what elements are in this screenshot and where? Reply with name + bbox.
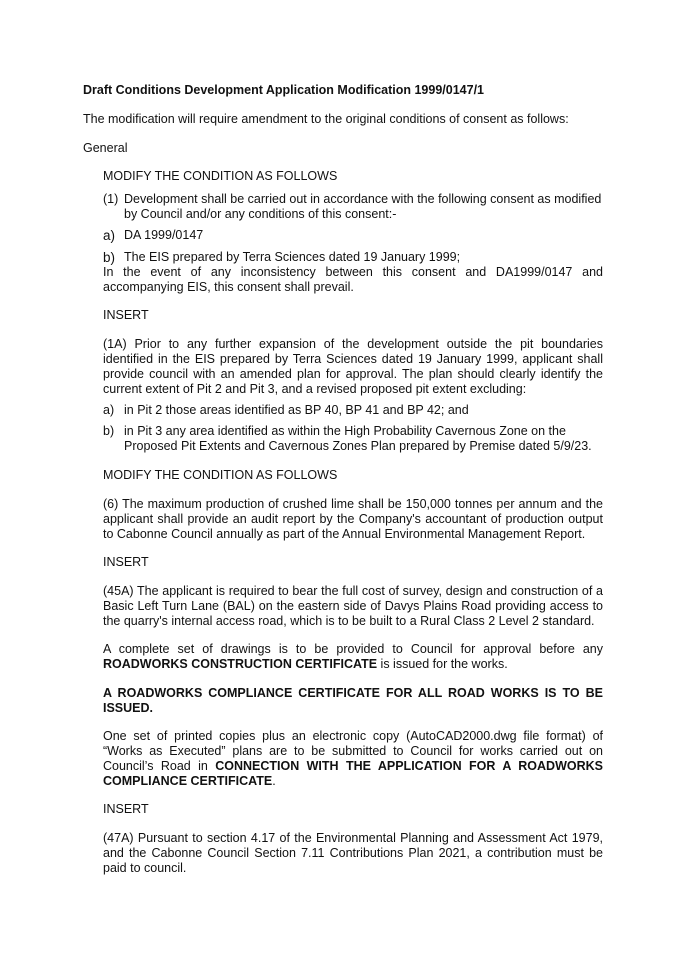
drawings-text-start: A complete set of drawings is to be provided to Council for approval before any	[103, 642, 603, 656]
insert-heading-1: INSERT	[103, 308, 149, 322]
section-heading-general: General	[83, 141, 128, 155]
condition-1-item-b-label: b)	[103, 250, 116, 265]
condition-1-item-a-text: DA 1999/0147	[124, 228, 204, 242]
works-as-executed-text-start: One set of printed copies plus an electronic copy (AutoCAD2000.dwg file format) of “Works as Executed” plans are to be submitted to Council for works carried out on Council’s Road in	[103, 729, 603, 773]
condition-1-item-b-text: The EIS prepared by Terra Sciences dated 19 January 1999;	[124, 250, 461, 264]
insert-heading-3: INSERT	[103, 802, 149, 816]
modify-heading-2: MODIFY THE CONDITION AS FOLLOWS	[103, 468, 338, 482]
condition-1a-item-a-label: a)	[103, 403, 115, 417]
condition-1a-item-b-label: b)	[103, 424, 115, 438]
condition-1a-item-a-text: in Pit 2 those areas identified as BP 40, BP 41 and BP 42; and	[124, 403, 469, 417]
compliance-certificate-heading: A ROADWORKS COMPLIANCE CERTIFICATE FOR ALL ROAD WORKS IS TO BE ISSUED.	[103, 686, 603, 715]
condition-1-tail: In the event of any inconsistency between this consent and DA1999/0147 and accompanying EIS, this consent shall prevail.	[103, 265, 603, 294]
works-as-executed-paragraph	[103, 729, 603, 789]
condition-1a-text: (1A) Prior to any further expansion of the development outside the pit boundaries identified in the EIS prepared by Terra Sciences dated 19 January 1999, applicant shall provide council with an amended plan for approval. The plan should clearly identify the current extent of Pit 2 and Pit 3, and a revised proposed pit extent excluding:	[103, 337, 603, 396]
roadworks-compliance-connection: CONNECTION WITH THE APPLICATION FOR A ROADWORKS COMPLIANCE CERTIFICATE	[103, 759, 603, 788]
intro-paragraph: The modification will require amendment to the original conditions of consent as follows:	[83, 112, 569, 126]
condition-1-item-a-label: a)	[103, 228, 116, 243]
drawings-paragraph	[103, 642, 603, 672]
condition-1-number: (1)	[103, 192, 119, 206]
condition-1-text: Development shall be carried out in accordance with the following consent as modified by Council and/or any conditions of this consent:-	[124, 192, 602, 221]
insert-heading-2: INSERT	[103, 555, 149, 569]
document-title: Draft Conditions Development Application Modification 1999/0147/1	[83, 83, 484, 97]
roadworks-construction-certificate: ROADWORKS CONSTRUCTION CERTIFICATE	[103, 657, 378, 671]
condition-45a-text: (45A) The applicant is required to bear the full cost of survey, design and construction of a Basic Left Turn Lane (BAL) on the eastern side of Davys Plains Road providing access to the quarry's internal access road, which is to be built to a Rural Class 2 Level 2 standard.	[103, 584, 603, 628]
works-as-executed-text-end: .	[272, 774, 276, 788]
drawings-text-end: is issued for the works.	[377, 657, 508, 671]
condition-6-text: (6) The maximum production of crushed lime shall be 150,000 tonnes per annum and the applicant shall provide an audit report by the Company's accountant of production output to Cabonne Council annually as part of the Annual Environmental Management Report.	[103, 497, 603, 541]
condition-47a-text: (47A) Pursuant to section 4.17 of the Environmental Planning and Assessment Act 1979, and the Cabonne Council Section 7.11 Contributions Plan 2021, a contribution must be paid to council.	[103, 831, 603, 875]
modify-heading-1: MODIFY THE CONDITION AS FOLLOWS	[103, 169, 338, 183]
condition-1a-item-b-text: in Pit 3 any area identified as within the High Probability Cavernous Zone on the Proposed Pit Extents and Cavernous Zones Plan prepared by Premise dated 5/9/23.	[124, 424, 592, 453]
